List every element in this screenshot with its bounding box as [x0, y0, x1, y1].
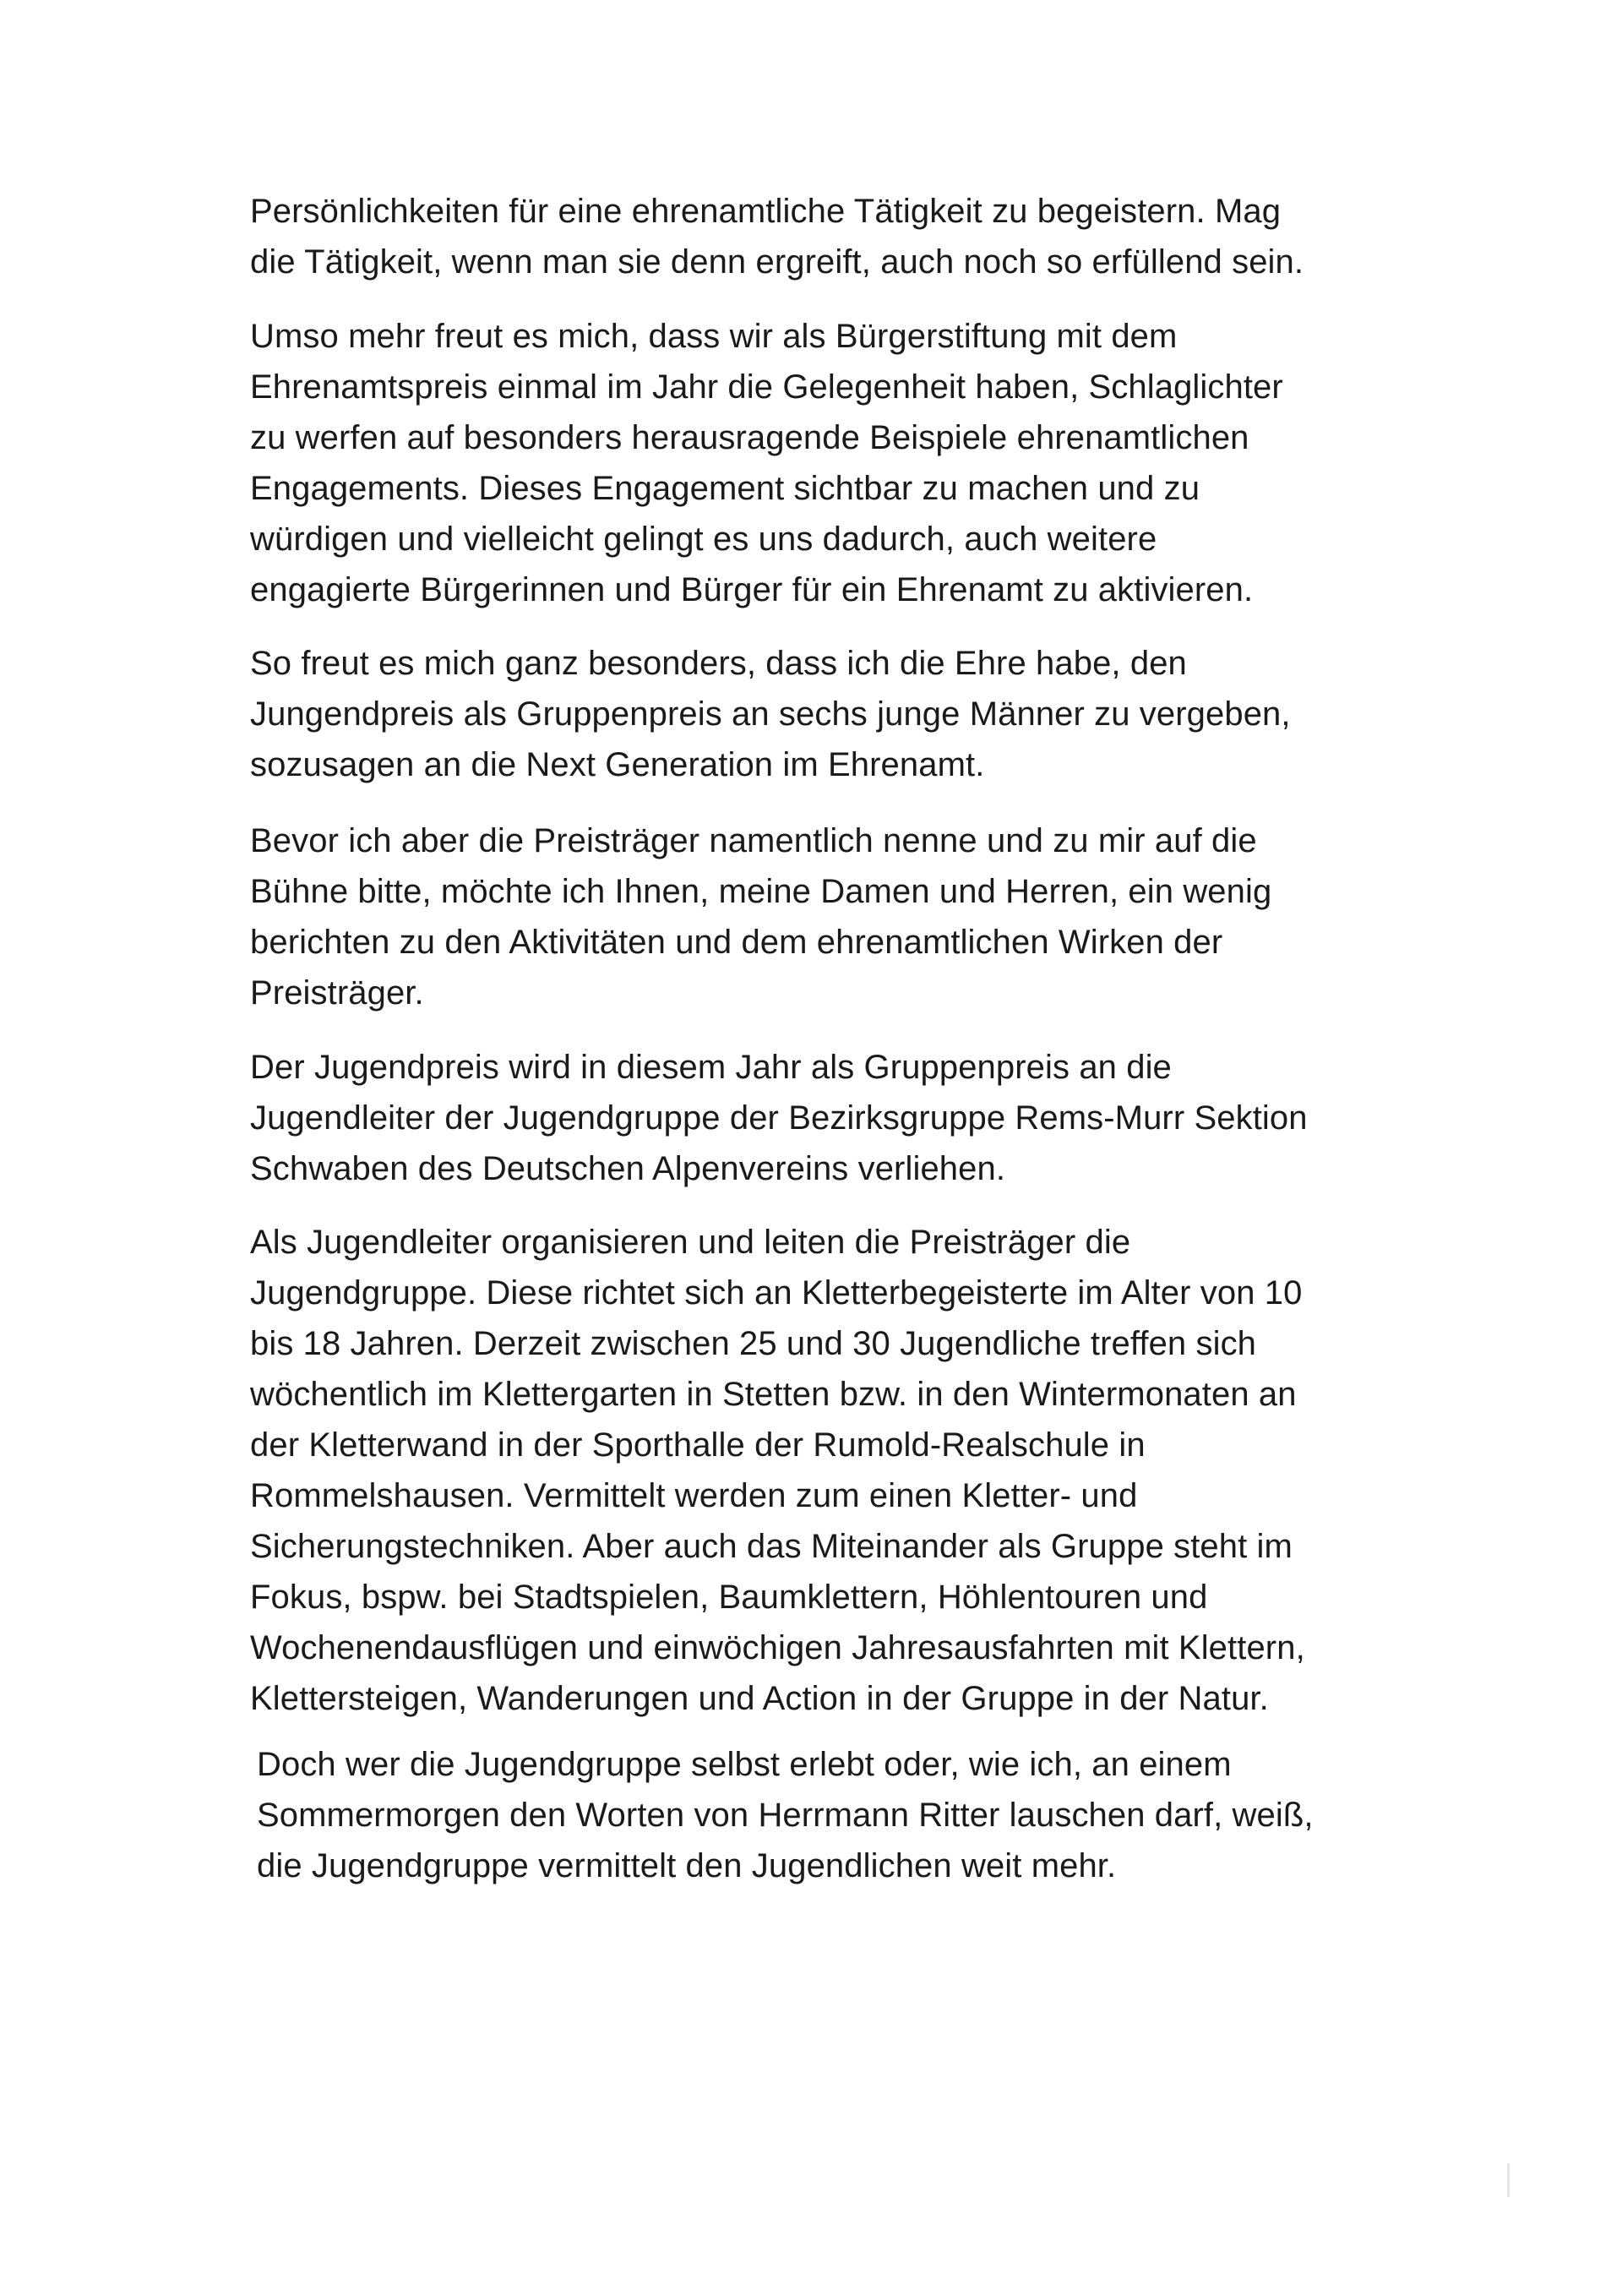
- text-line: Persönlichkeiten für eine ehrenamtliche Tätigkeit zu begeistern. Mag: [250, 193, 1282, 230]
- text-line: Rommelshausen. Vermittelt werden zum einen Kletter- und: [250, 1477, 1138, 1514]
- text-line: Sicherungstechniken. Aber auch das Miteinander als Gruppe steht im: [250, 1528, 1293, 1565]
- text-line: berichten zu den Aktivitäten und dem ehrenamtlichen Wirken der: [250, 924, 1223, 961]
- text-line: der Kletterwand in der Sporthalle der Rumold-Realschule in: [250, 1426, 1146, 1464]
- scan-speck: [1507, 2163, 1510, 2197]
- text-line: So freut es mich ganz besonders, dass ich die Ehre habe, den: [250, 645, 1187, 682]
- text-line: bis 18 Jahren. Derzeit zwischen 25 und 30 Jugendliche treffen sich: [250, 1325, 1257, 1362]
- text-line: die Tätigkeit, wenn man sie denn ergreift, auch noch so erfüllend sein.: [250, 243, 1304, 281]
- text-line: Der Jugendpreis wird in diesem Jahr als Gruppenpreis an die: [250, 1049, 1172, 1086]
- text-line: Wochenendausflügen und einwöchigen Jahresausfahrten mit Klettern,: [250, 1629, 1305, 1666]
- text-line: Bevor ich aber die Preisträger namentlich nenne und zu mir auf die: [250, 822, 1257, 859]
- text-line: die Jugendgruppe vermittelt den Jugendlichen weit mehr.: [257, 1847, 1117, 1884]
- text-line: Jugendleiter der Jugendgruppe der Bezirksgruppe Rems-Murr Sektion: [250, 1099, 1308, 1137]
- paragraph-4: [250, 815, 1483, 1018]
- text-line: Jugendgruppe. Diese richtet sich an Kletterbegeisterte im Alter von 10: [250, 1274, 1303, 1312]
- text-line: wöchentlich im Klettergarten in Stetten bzw. in den Wintermonaten an: [250, 1376, 1297, 1413]
- text-line: Jungendpreis als Gruppenpreis an sechs junge Männer zu vergeben,: [250, 695, 1291, 733]
- text-line: Ehrenamtspreis einmal im Jahr die Gelegenheit haben, Schlaglichter: [250, 368, 1283, 406]
- text-line: Klettersteigen, Wanderungen und Action in der Gruppe in der Natur.: [250, 1680, 1269, 1717]
- text-line: Preisträger.: [250, 974, 424, 1012]
- paragraph-5: [250, 1042, 1483, 1194]
- text-line: Schwaben des Deutschen Alpenvereins verliehen.: [250, 1150, 1006, 1187]
- text-line: zu werfen auf besonders herausragende Beispiele ehrenamtlichen: [250, 419, 1249, 456]
- text-line: Fokus, bspw. bei Stadtspielen, Baumklettern, Höhlentouren und: [250, 1579, 1208, 1616]
- paragraph-3: [250, 638, 1483, 790]
- text-line: Als Jugendleiter organisieren und leiten die Preisträger die: [250, 1224, 1131, 1261]
- paragraph-6: [250, 1217, 1483, 1724]
- paragraph-1: [250, 186, 1483, 287]
- paragraph-2: [250, 311, 1483, 615]
- text-line: Umso mehr freut es mich, dass wir als Bürgerstiftung mit dem: [250, 318, 1178, 355]
- text-line: sozusagen an die Next Generation im Ehrenamt.: [250, 746, 985, 783]
- text-line: Doch wer die Jugendgruppe selbst erlebt oder, wie ich, an einem: [257, 1746, 1232, 1783]
- text-line: Sommermorgen den Worten von Herrmann Ritter lauschen darf, weiß,: [257, 1797, 1314, 1834]
- text-line: engagierte Bürgerinnen und Bürger für ein Ehrenamt zu aktivieren.: [250, 571, 1254, 608]
- paragraph-7: [257, 1739, 1490, 1891]
- text-line: würdigen und vielleicht gelingt es uns dadurch, auch weitere: [250, 521, 1157, 558]
- text-line: Bühne bitte, möchte ich Ihnen, meine Damen und Herren, ein wenig: [250, 873, 1272, 910]
- text-line: Engagements. Dieses Engagement sichtbar zu machen und zu: [250, 470, 1200, 507]
